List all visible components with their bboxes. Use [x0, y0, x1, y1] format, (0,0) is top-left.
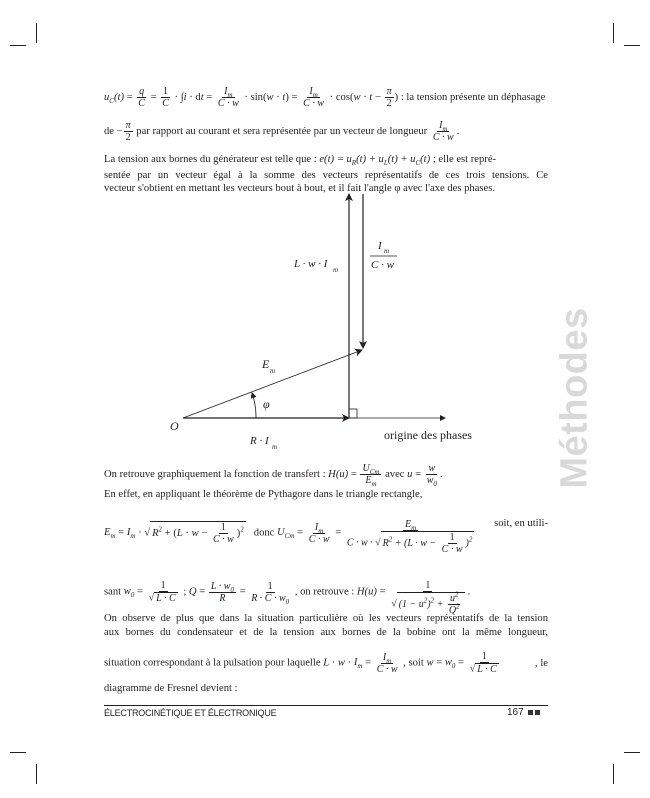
p3-line4: sant $w_0$ = $\frac{1}{√ L \cdot C}$ ; Q = $\frac{L \cdot w_0}{R}$ = $\frac{1}{R \cdot C \cdot w_0}$ , on retrouve : H(u) = 1 √ $(1 - u^2)^2$ + $\frac{u^2}{Q^2}$ .: [104, 580, 471, 616]
page-number: 167: [507, 707, 524, 718]
label-inductor-sub: m: [333, 266, 339, 274]
angle-arc: [252, 393, 256, 418]
label-resistor: R · I: [250, 435, 269, 447]
label-capacitor-num-sub: m: [384, 247, 390, 255]
p2-line1-post: ; elle est repré-: [432, 154, 497, 165]
label-source-sub: m: [270, 367, 276, 375]
p2-line1-pre: La tension aux bornes du générateur est telle que :: [104, 154, 317, 165]
side-tab: [555, 298, 595, 498]
label-capacitor-den: C · w: [371, 259, 394, 271]
right-angle-marker: [349, 409, 357, 418]
p3-line1: On retrouve graphiquement la fonction de transfert : H(u) = $\frac{U_{Cm}}{E_m}$ avec u = $\frac{w}{w_0}$ .: [104, 463, 443, 488]
p4-line3-mid: , soit: [403, 657, 424, 669]
p2-line2: sentée par un vecteur égal à la somme des vecteurs représentatifs de ces trois tensions. Ce: [104, 170, 548, 181]
p4-line1: On observe de plus que dans la situation particulière où les vecteurs représentatifs de la tension: [104, 613, 548, 624]
p3-line1-mid: avec: [385, 468, 405, 480]
p1-line2-pre: de: [104, 125, 114, 137]
label-source: E: [262, 357, 270, 371]
p3-line4-mid: ;: [183, 586, 187, 598]
label-capacitor-num: I: [378, 240, 382, 252]
p3-line1-pre: On retrouve graphiquement la fonction de transfert :: [104, 468, 326, 480]
p3-line2: En effet, en appliquant le théorème de Pythagore dans le triangle rectangle,: [104, 489, 423, 500]
p4-line4: diagramme de Fresnel devient :: [104, 683, 238, 694]
p3-line3-mid: donc: [253, 527, 275, 539]
p4-line2: aux bornes du condensateur et de la tension aux bornes de la bobine ont la même longueur,: [104, 627, 548, 638]
page-number-block: [507, 707, 540, 718]
running-footer: ÉLECTROCINÉTIQUE ET ÉLECTRONIQUE: [104, 708, 277, 718]
p3-line4-post: , on retrouve :: [294, 586, 355, 598]
side-tab-label: Méthodes: [553, 307, 596, 489]
source-vector: [183, 350, 362, 418]
p3-line4-pre: sant: [104, 586, 122, 598]
label-origin: O: [170, 419, 179, 433]
square-ornament-icon: [528, 710, 533, 715]
p4-line3-post: , le: [535, 658, 548, 669]
footer-rule: [104, 705, 548, 706]
p3-line3: $E_m = I_m$ · √ $R^2 + (L \cdot w$ − $\frac{1}{C \cdot w}$ )$^2$ donc $U_{Cm}$ = $\frac{I_m}{C \cdot w}$ = $E_m$ C · w · √ $R^2 + (L \cdot w$ − $\frac{1}{C \cdot w}$ )$^2$ soit, en utili-: [104, 518, 548, 555]
p1-line2-mid: par rapport au courant et sera représentée par un vecteur de longueur: [136, 125, 428, 137]
p4-line3-pre: situation correspondant à la pulsation pour laquelle: [104, 657, 321, 669]
label-inductor: L · w · I: [294, 258, 328, 270]
label-resistor-sub: m: [272, 443, 278, 451]
p2-line3: vecteur s'obtient en mettant les vecteurs bout à bout, et il fait l'angle φ avec l'axe des phases.: [104, 183, 496, 194]
square-ornament-icon: [535, 710, 540, 715]
p1-text: : la tension présente un déphasage: [400, 91, 546, 103]
equation-uc-line: $u_C(t)$ = $\frac{q}{C}$ = $\frac{1}{C}$ · ∫i · dt = $\frac{I_m}{C \cdot w}$ · sin(w · t) = $\frac{I_m}{C \cdot w}$ · cos(w · t − $\frac{\pi}{2}$ ) : la tension présente un déphasage: [104, 86, 546, 109]
p1-line2: de − $\frac{\pi}{2}$ par rapport au courant et sera représentée par un vecteur de longueur $\frac{I_m}{C \cdot w}$ .: [104, 120, 460, 143]
label-phase-axis: origine des phases: [384, 428, 472, 442]
label-angle: φ: [263, 397, 270, 411]
p3-line3-post: soit, en utili-: [494, 518, 548, 529]
p4-line3: situation correspondant à la pulsation pour laquelle $L \cdot w \cdot I_m$ = $\frac{I_m}{C \cdot w}$ , soit $w = w_0$ = $\frac{1}{√ L \cdot C}$ , le: [104, 651, 548, 675]
equation-e-sum: $e(t) = u_R(t) + u_L(t) + u_C(t)$: [319, 154, 431, 168]
